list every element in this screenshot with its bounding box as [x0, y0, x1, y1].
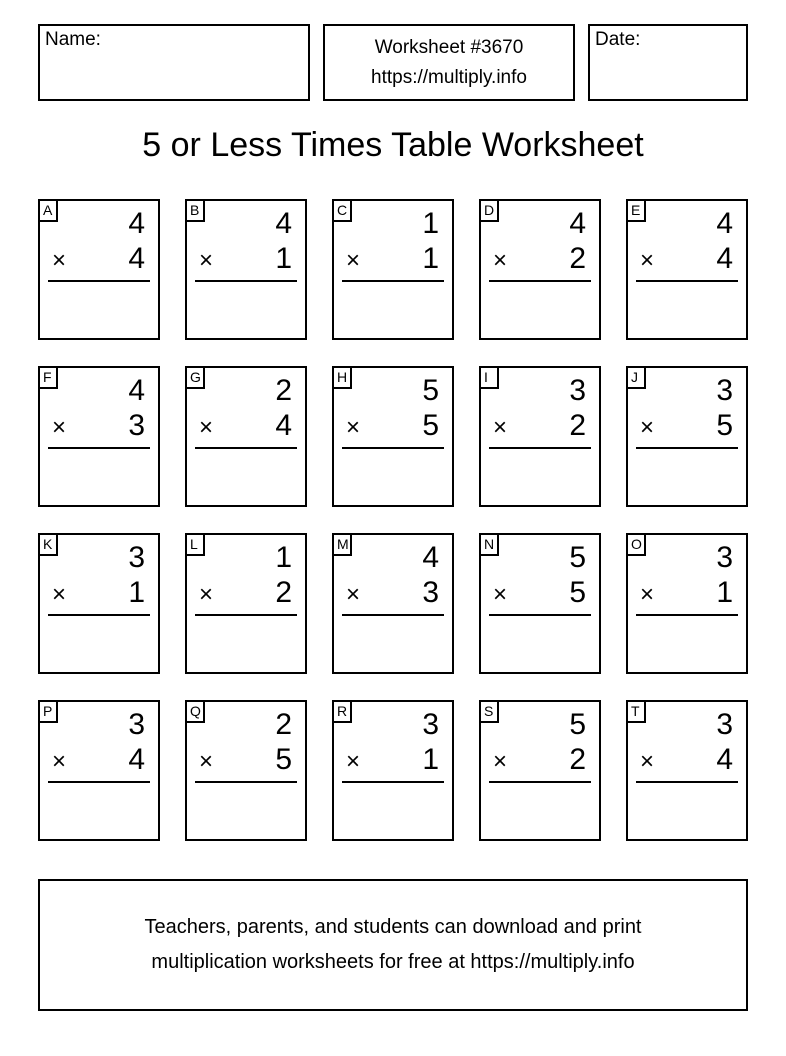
problem-letter: J — [626, 366, 646, 389]
problem-letter: A — [38, 199, 58, 222]
problem-card-m[interactable] — [332, 533, 454, 674]
multiplier: 5 — [275, 743, 292, 776]
multiplicand: 5 — [569, 708, 586, 741]
problem-letter: P — [38, 700, 58, 723]
times-icon: × — [493, 247, 508, 274]
problem-card-i[interactable] — [479, 366, 601, 507]
worksheet-number: Worksheet #3670 — [374, 37, 524, 58]
page-title: 5 or Less Times Table Worksheet — [142, 126, 644, 164]
answer-line — [48, 614, 150, 616]
answer-line — [342, 614, 444, 616]
answer-line — [195, 614, 297, 616]
times-icon: × — [52, 748, 67, 775]
times-icon: × — [199, 581, 214, 608]
times-icon: × — [493, 581, 508, 608]
problem-card-p[interactable] — [38, 700, 160, 841]
multiplicand: 3 — [716, 374, 733, 407]
multiplier: 3 — [422, 576, 439, 609]
multiplier: 2 — [569, 409, 586, 442]
multiplicand: 5 — [422, 374, 439, 407]
times-icon: × — [52, 247, 67, 274]
multiplicand: 3 — [716, 541, 733, 574]
name-label: Name: — [45, 29, 101, 50]
times-icon: × — [640, 414, 655, 441]
problem-letter: G — [185, 366, 205, 389]
multiplicand: 4 — [128, 374, 145, 407]
multiplicand: 1 — [275, 541, 292, 574]
problem-letter: D — [479, 199, 499, 222]
multiplicand: 5 — [569, 541, 586, 574]
multiplicand: 3 — [569, 374, 586, 407]
problem-card-a[interactable] — [38, 199, 160, 340]
multiplier: 3 — [128, 409, 145, 442]
multiplier: 2 — [569, 242, 586, 275]
multiplicand: 4 — [716, 207, 733, 240]
footer-line-1: Teachers, parents, and students can download and print — [144, 916, 642, 938]
footer-line-2: multiplication worksheets for free at https://multiply.info — [151, 951, 635, 973]
answer-line — [636, 447, 738, 449]
problem-card-n[interactable] — [479, 533, 601, 674]
times-icon: × — [640, 748, 655, 775]
multiplier: 4 — [128, 743, 145, 776]
problem-letter: N — [479, 533, 499, 556]
multiplicand: 3 — [128, 541, 145, 574]
problem-letter: O — [626, 533, 646, 556]
answer-line — [489, 447, 591, 449]
problem-letter: C — [332, 199, 352, 222]
answer-line — [489, 781, 591, 783]
problem-card-r[interactable] — [332, 700, 454, 841]
problem-grid — [38, 199, 748, 841]
answer-line — [48, 447, 150, 449]
multiplier: 1 — [275, 242, 292, 275]
multiplier: 5 — [716, 409, 733, 442]
multiplier: 1 — [128, 576, 145, 609]
multiplicand: 4 — [128, 207, 145, 240]
problem-letter: F — [38, 366, 58, 389]
times-icon: × — [346, 581, 361, 608]
problem-letter: K — [38, 533, 58, 556]
multiplier: 4 — [275, 409, 292, 442]
multiplier: 1 — [716, 576, 733, 609]
problem-card-d[interactable] — [479, 199, 601, 340]
multiplier: 5 — [569, 576, 586, 609]
answer-line — [195, 280, 297, 282]
multiplicand: 2 — [275, 708, 292, 741]
footer-box — [38, 879, 748, 1011]
multiplicand: 4 — [569, 207, 586, 240]
problem-card-f[interactable] — [38, 366, 160, 507]
answer-line — [636, 614, 738, 616]
times-icon: × — [493, 414, 508, 441]
multiplier: 2 — [569, 743, 586, 776]
problem-letter: S — [479, 700, 499, 723]
multiplicand: 4 — [275, 207, 292, 240]
problem-letter: R — [332, 700, 352, 723]
problem-card-j[interactable] — [626, 366, 748, 507]
multiplicand: 4 — [422, 541, 439, 574]
date-field-box[interactable] — [588, 24, 748, 101]
answer-line — [195, 781, 297, 783]
multiplicand: 3 — [128, 708, 145, 741]
multiplicand: 2 — [275, 374, 292, 407]
problem-card-c[interactable] — [332, 199, 454, 340]
problem-card-s[interactable] — [479, 700, 601, 841]
problem-letter: H — [332, 366, 352, 389]
problem-card-e[interactable] — [626, 199, 748, 340]
multiplicand: 3 — [716, 708, 733, 741]
answer-line — [342, 781, 444, 783]
multiplier: 4 — [716, 743, 733, 776]
times-icon: × — [640, 581, 655, 608]
times-icon: × — [199, 414, 214, 441]
problem-card-l[interactable] — [185, 533, 307, 674]
answer-line — [489, 280, 591, 282]
times-icon: × — [52, 414, 67, 441]
problem-letter: I — [479, 366, 499, 389]
multiplier: 2 — [275, 576, 292, 609]
problem-card-t[interactable] — [626, 700, 748, 841]
answer-line — [195, 447, 297, 449]
times-icon: × — [346, 247, 361, 274]
answer-line — [48, 280, 150, 282]
multiplier: 4 — [128, 242, 145, 275]
problem-letter: Q — [185, 700, 205, 723]
times-icon: × — [640, 247, 655, 274]
times-icon: × — [52, 581, 67, 608]
worksheet-info-box — [323, 24, 575, 101]
answer-line — [489, 614, 591, 616]
problem-letter: E — [626, 199, 646, 222]
website-url: https://multiply.info — [371, 67, 527, 88]
date-label: Date: — [595, 29, 641, 50]
multiplicand: 3 — [422, 708, 439, 741]
problem-card-g[interactable] — [185, 366, 307, 507]
times-icon: × — [493, 748, 508, 775]
answer-line — [342, 447, 444, 449]
answer-line — [342, 280, 444, 282]
multiplier: 4 — [716, 242, 733, 275]
name-field-box[interactable] — [38, 24, 310, 101]
problem-card-b[interactable] — [185, 199, 307, 340]
times-icon: × — [346, 748, 361, 775]
problem-letter: T — [626, 700, 646, 723]
problem-card-k[interactable] — [38, 533, 160, 674]
times-icon: × — [199, 247, 214, 274]
multiplier: 1 — [422, 743, 439, 776]
multiplicand: 1 — [422, 207, 439, 240]
answer-line — [48, 781, 150, 783]
answer-line — [636, 781, 738, 783]
problem-card-q[interactable] — [185, 700, 307, 841]
problem-card-o[interactable] — [626, 533, 748, 674]
times-icon: × — [199, 748, 214, 775]
multiplier: 5 — [422, 409, 439, 442]
problem-letter: B — [185, 199, 205, 222]
problem-letter: M — [332, 533, 352, 556]
problem-letter: L — [185, 533, 205, 556]
multiplier: 1 — [422, 242, 439, 275]
times-icon: × — [346, 414, 361, 441]
problem-card-h[interactable] — [332, 366, 454, 507]
answer-line — [636, 280, 738, 282]
